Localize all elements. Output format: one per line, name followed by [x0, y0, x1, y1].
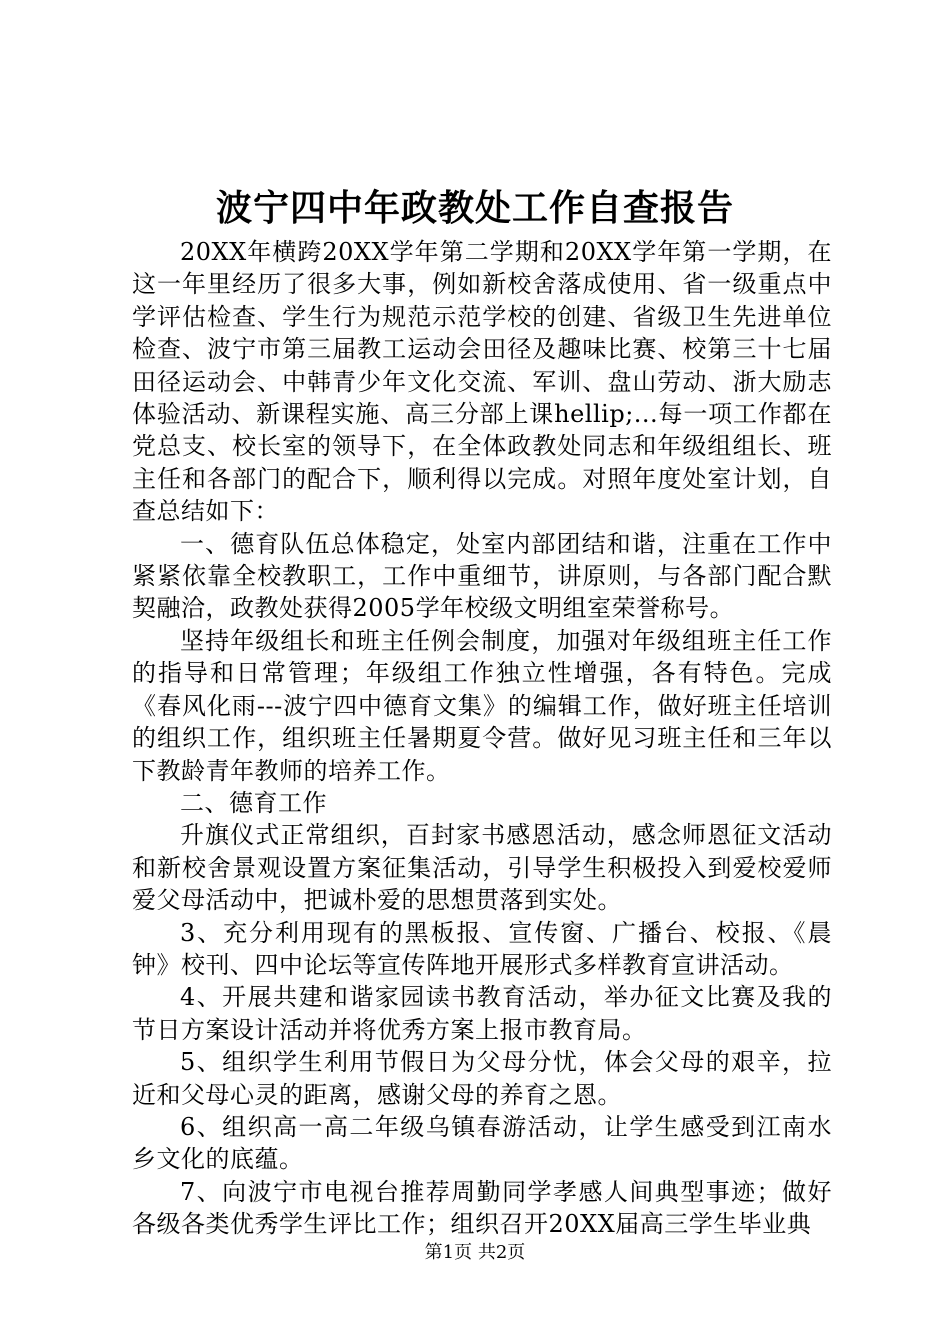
paragraph: 20XX年横跨20XX学年第二学期和20XX学年第一学期，在这一年里经历了很多大事，例如新校舍落成使用、省一级重点中学评估检查、学生行为规范示范学校的创建、省级卫生先进单位检查、波宁市第三届教工运动会田径及趣味比赛、校第三十七届田径运动会、中韩青少年文化交流、军训、盘山劳动、浙大励志体验活动、新课程实施、高三分部上课hellip;...每一项工作都在党总支、校长室的领导下，在全体政教处同志和年级组组长、班主任和各部门的配合下，顺利得以完成。对照年度处室计划，自查总结如下： [132, 238, 832, 526]
paragraph: 升旗仪式正常组织，百封家书感恩活动，感念师恩征文活动和新校舍景观设置方案征集活动，引导学生积极投入到爱校爱师爱父母活动中，把诚朴爱的思想贯落到实处。 [132, 821, 832, 915]
paragraph: 6、组织高一高二年级乌镇春游活动，让学生感受到江南水乡文化的底蕴。 [132, 1112, 832, 1174]
paragraph: 3、充分利用现有的黑板报、宣传窗、广播台、校报、《晨钟》校刊、四中论坛等宣传阵地开展形式多样教育宣讲活动。 [132, 918, 832, 979]
paragraph: 4、开展共建和谐家园读书教育活动，举办征文比赛及我的节日方案设计活动并将优秀方案上报市教育局。 [132, 983, 832, 1044]
paragraph: 一、德育队伍总体稳定，处室内部团结和谐，注重在工作中紧紧依靠全校教职工，工作中重细节，讲原则，与各部门配合默契融洽，政教处获得2005学年校级文明组室荣誉称号。 [132, 529, 832, 623]
section-heading: 二、德育工作 [180, 788, 327, 817]
document-title: 波宁四中年政教处工作自查报告 [215, 187, 734, 229]
paragraph: 坚持年级组长和班主任例会制度，加强对年级组班主任工作的指导和日常管理；年级组工作独立性增强，各有特色。完成《春风化雨---波宁四中德育文集》的编辑工作，做好班主任培训的组织工作，组织班主任暑期夏令营。做好见习班主任和三年以下教龄青年教师的培养工作。 [132, 626, 832, 785]
page-number-footer: 第1页 共2页 [424, 1242, 526, 1263]
paragraph: 7、向波宁市电视台推荐周勤同学孝感人间典型事迹；做好各级各类优秀学生评比工作；组织召开20XX届高三学生毕业典 [132, 1177, 832, 1239]
document-body [132, 236, 832, 1241]
paragraph: 5、组织学生利用节假日为父母分忧，体会父母的艰辛，拉近和父母心灵的距离，感谢父母的养育之恩。 [132, 1048, 832, 1109]
